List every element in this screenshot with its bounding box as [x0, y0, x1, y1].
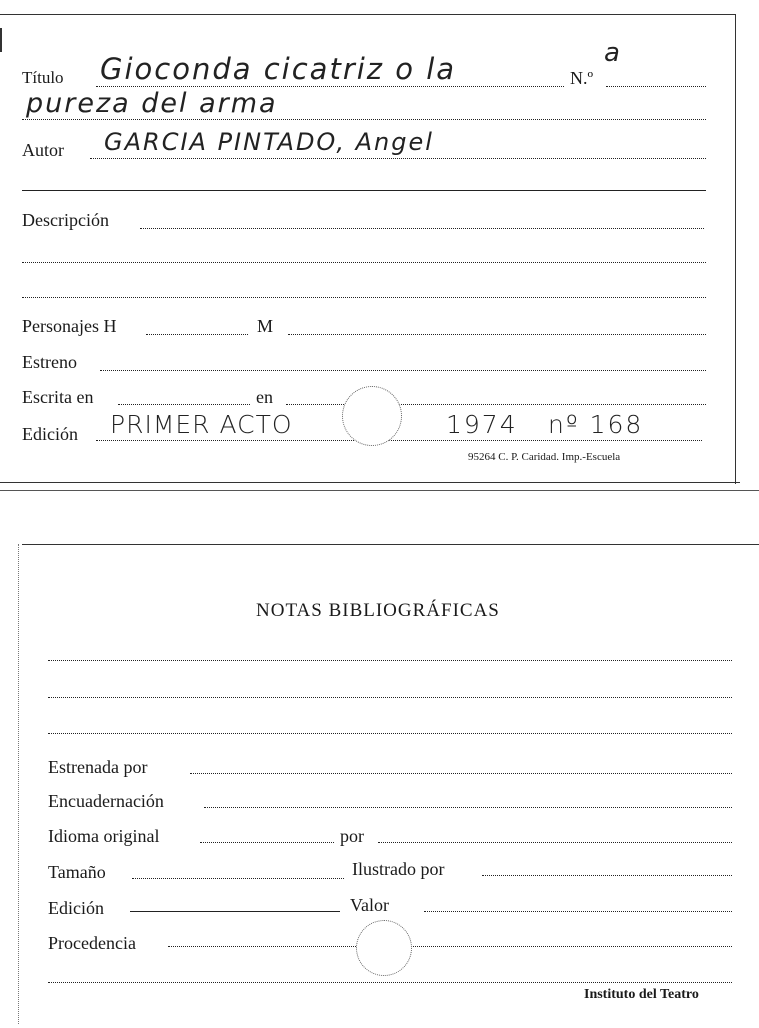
personajes-h-line — [146, 334, 248, 335]
autor-value: GARCIA PINTADO, Angel — [104, 128, 434, 156]
titulo-value: Gioconda cicatriz o la — [100, 52, 457, 86]
notas-line-2 — [48, 697, 732, 698]
procedencia-line — [168, 946, 732, 947]
punched-hole-front — [342, 386, 402, 446]
ilustrado-line — [482, 875, 732, 876]
estrenada-line — [190, 773, 732, 774]
notas-line-1 — [48, 660, 732, 661]
idioma-por-line — [378, 842, 732, 843]
tamano-label: Tamaño — [48, 862, 106, 882]
procedencia-line-2 — [48, 982, 732, 983]
titulo-label: Título — [22, 68, 64, 87]
card-back-left-edge — [18, 544, 19, 1024]
estreno-line — [100, 370, 706, 371]
notas-heading: NOTAS BIBLIOGRÁFICAS — [256, 600, 500, 621]
estreno-label: Estreno — [22, 352, 77, 372]
valor-label: Valor — [350, 895, 389, 915]
encuadernacion-line — [204, 807, 732, 808]
printer-note: 95264 C. P. Caridad. Imp.-Escuela — [468, 451, 621, 463]
idioma-line — [200, 842, 334, 843]
idioma-por-label: por — [340, 826, 364, 846]
edicion-number: nº 168 — [548, 410, 644, 439]
notas-line-3 — [48, 733, 732, 734]
card-front-right-edge — [735, 14, 736, 484]
edicion-label: Edición — [22, 424, 78, 444]
back-edicion-label: Edición — [48, 898, 104, 918]
edicion-year: 1974 — [446, 410, 518, 439]
numero-value: a — [604, 38, 622, 68]
numero-label: N.º — [570, 68, 594, 88]
encuadernacion-label: Encuadernación — [48, 791, 164, 811]
autor-line — [90, 158, 706, 159]
edicion-line — [96, 440, 702, 441]
personajes-label: Personajes H — [22, 316, 117, 336]
edicion-value: PRIMER ACTO — [110, 410, 293, 439]
institution-label: Instituto del Teatro — [584, 987, 699, 1002]
descripcion-line-1 — [140, 228, 704, 229]
procedencia-label: Procedencia — [48, 933, 136, 953]
titulo-line — [96, 86, 564, 87]
card-front-left-mark — [0, 28, 2, 52]
estrenada-label: Estrenada por — [48, 757, 148, 777]
titulo-value-line2: pureza del arma — [26, 88, 278, 119]
escrita-line — [118, 404, 250, 405]
ilustrado-label: Ilustrado por — [352, 859, 445, 879]
autor-line-2 — [22, 190, 706, 191]
descripcion-line-2 — [22, 262, 706, 263]
card-back-top-edge — [22, 544, 759, 545]
personajes-m-label: M — [257, 316, 274, 336]
autor-label: Autor — [22, 140, 64, 160]
idioma-label: Idioma original — [48, 826, 160, 846]
escrita-en-label: en — [256, 387, 273, 407]
back-edicion-line — [130, 911, 340, 912]
tamano-line — [132, 878, 344, 879]
valor-line — [424, 911, 732, 912]
numero-line — [606, 86, 706, 87]
escrita-label: Escrita en — [22, 387, 94, 407]
card-front-top-edge — [0, 14, 736, 15]
descripcion-label: Descripción — [22, 210, 109, 230]
personajes-m-line — [288, 334, 706, 335]
card-front-bottom-edge — [0, 482, 740, 483]
descripcion-line-3 — [22, 297, 706, 298]
card-front-bottom-shadow — [0, 490, 759, 491]
titulo-line-2 — [22, 119, 706, 120]
punched-hole-back — [356, 920, 412, 976]
